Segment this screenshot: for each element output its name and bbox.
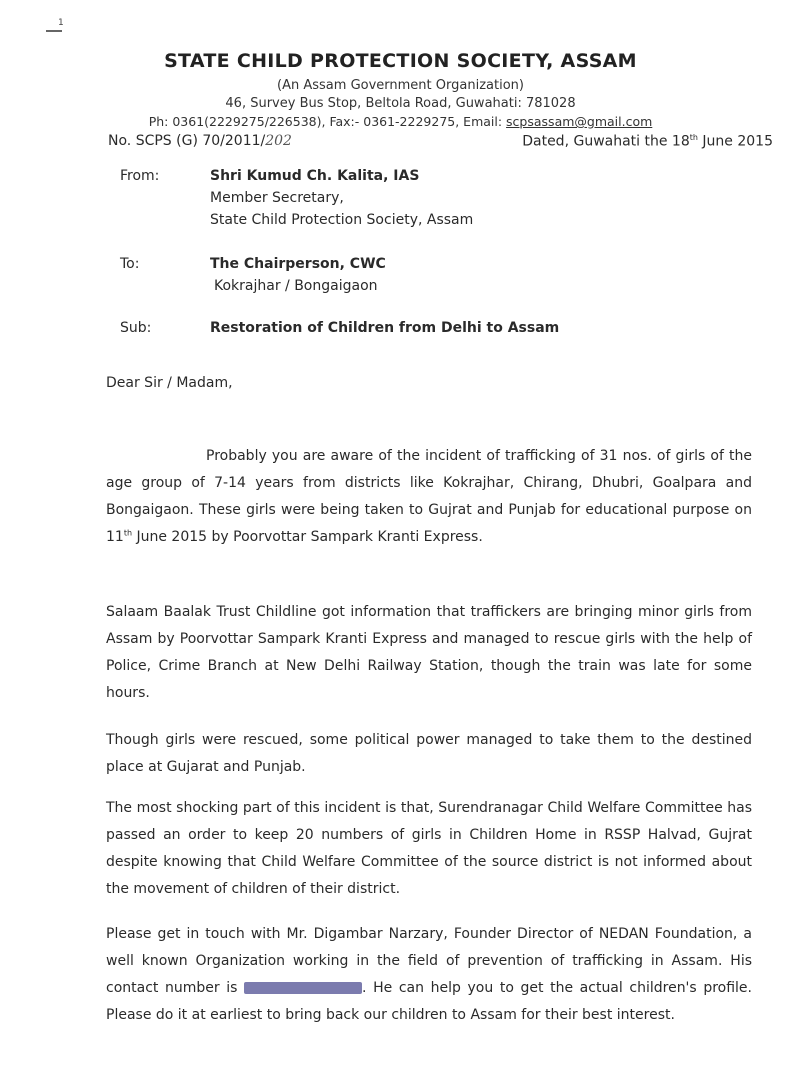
email-link[interactable]: scpsassam@gmail.com [506,114,653,129]
date-sup: th [689,133,698,142]
paragraph-1 [106,443,752,551]
reference-number [108,133,292,149]
paragraph-1-text: Probably you are aware of the incident of trafficking of 31 nos. of girls of the age group of 7-14 years from districts like Kokrajhar, Chirang, Dhubri, Goalpara and Bongaigaon. These girls were being taken to Gujrat and Punjab for educational purpose on 11 [106,448,752,545]
subject-label: Sub: [120,320,152,336]
paragraph-1-tail: June 2015 by Poorvottar Sampark Kranti Express. [132,529,483,545]
to-name: The Chairperson, CWC [210,256,386,272]
paragraph-5 [106,921,752,1029]
letterhead-contact [0,114,801,129]
paragraph-5-tail: . He can help you to get the actual children's profile. Please do it at earliest to bring back our children to Assam for their best interest. [106,980,752,1023]
from-label: From: [120,168,160,184]
paragraph-5-text: Please get in touch with Mr. Digambar Narzary, Founder Director of NEDAN Foundation, a well known Organization working in the field of prevention of trafficking in Assam. His contact number is [106,926,752,996]
contact-text: Ph: 0361(2229275/226538), Fax:- 0361-2229275, Email: [148,114,507,129]
from-name: Shri Kumud Ch. Kalita, IAS [210,168,420,184]
reference-text: No. SCPS (G) 70/2011/ [108,133,266,149]
handwritten-number: 202 [265,133,292,149]
from-designation: Member Secretary, [210,190,344,206]
to-location: Kokrajhar / Bongaigaon [214,278,378,294]
redacted-phone-number [244,982,362,994]
subject-text: Restoration of Children from Delhi to Assam [210,320,560,336]
paragraph-1-sup: th [123,528,133,538]
from-organization: State Child Protection Society, Assam [210,212,474,228]
margin-mark: 1 [58,18,64,28]
letterhead-title: STATE CHILD PROTECTION SOCIETY, ASSAM [164,50,637,72]
paragraph-4: The most shocking part of this incident is that, Surendranagar Child Welfare Committee has passed an order to keep 20 numbers of girls in Children Home in RSSP Halvad, Gujrat despite knowing that Child Welfare Committee of the source district is not informed about the movement of children of their district. [106,800,752,897]
letter-date [522,133,773,150]
date-prefix: Dated, Guwahati the 18 [522,133,690,150]
paragraph-3: Though girls were rescued, some political power managed to take them to the destined place at Gujarat and Punjab. [106,732,752,775]
date-suffix: June 2015 [697,133,773,150]
to-label: To: [120,256,140,272]
letterhead-address: 46, Survey Bus Stop, Beltola Road, Guwahati: 781028 [225,96,576,111]
margin-dash [46,30,62,32]
salutation: Dear Sir / Madam, [106,375,233,391]
letterhead-subtitle: (An Assam Government Organization) [277,78,524,93]
paragraph-2: Salaam Baalak Trust Childline got information that traffickers are bringing minor girls from Assam by Poorvottar Sampark Kranti Express and managed to rescue girls with the help of Police, Crime Branch at New Delhi Railway Station, though the train was late for some hours. [106,604,752,701]
